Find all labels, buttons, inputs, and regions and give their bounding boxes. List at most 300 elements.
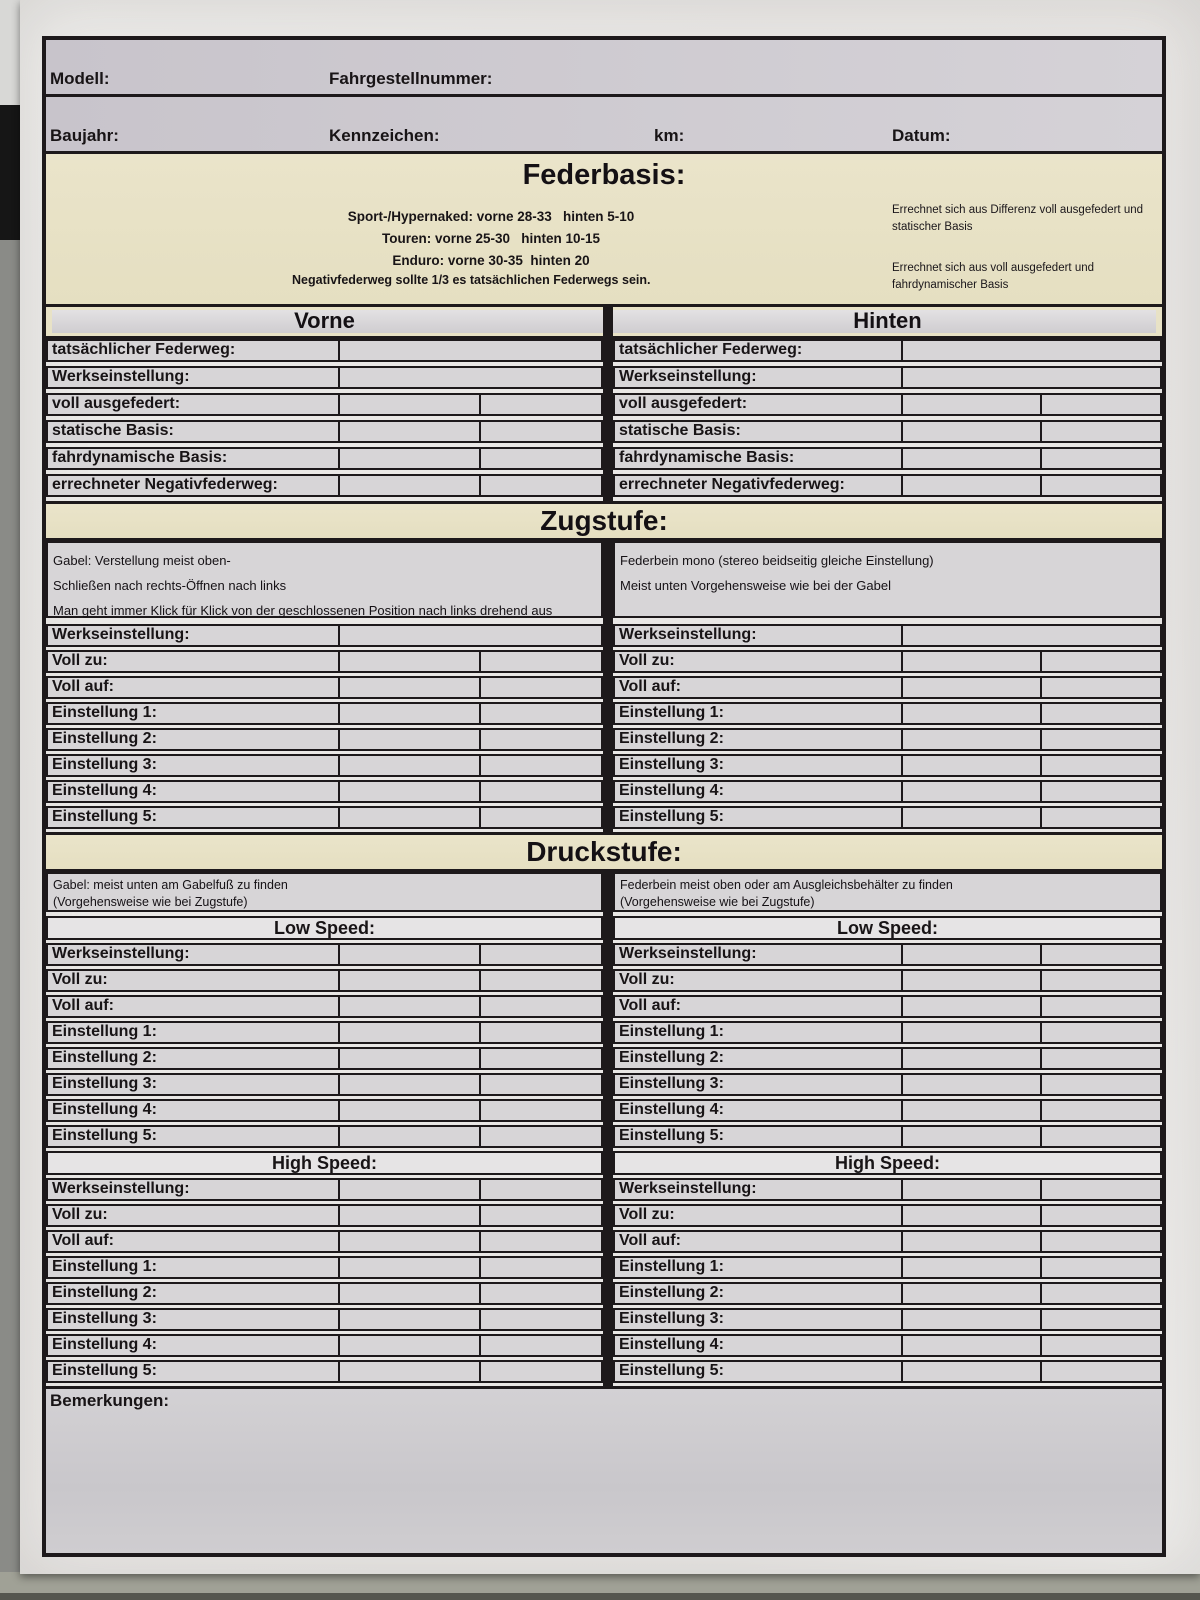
value-field[interactable] (901, 1127, 1040, 1146)
value-field[interactable] (1040, 782, 1160, 801)
value-field[interactable] (901, 756, 1040, 775)
value-field[interactable] (1040, 1258, 1160, 1277)
row-label: Einstellung 3: (52, 756, 157, 773)
value-field[interactable] (1040, 449, 1160, 468)
value-field[interactable] (901, 1284, 1040, 1303)
value-field[interactable] (1040, 1232, 1160, 1251)
zugstufe-vorne-rows (46, 624, 603, 832)
note-line: Man geht immer Klick für Klick von der geschlossenen Position nach links drehend aus (53, 603, 553, 618)
value-field[interactable] (901, 1206, 1040, 1225)
negativfederweg-note: Negativfederweg sollte 1/3 es tatsächlichen Federwegs sein. (292, 273, 651, 287)
row-label: Voll auf: (52, 1232, 114, 1249)
form-row (46, 1099, 603, 1122)
form-row (613, 943, 1162, 966)
value-field[interactable] (901, 341, 1160, 360)
form-row (46, 474, 603, 497)
form-row (613, 393, 1162, 416)
value-field[interactable] (479, 422, 601, 441)
value-field[interactable] (901, 1023, 1040, 1042)
row-label: errechneter Negativfederweg: (619, 476, 845, 493)
row-label: statische Basis: (52, 422, 174, 439)
value-field[interactable] (901, 449, 1040, 468)
row-label: Einstellung 5: (52, 1127, 157, 1144)
form-row (613, 650, 1162, 673)
zugstufe-banner (46, 501, 1162, 541)
value-field[interactable] (1040, 1206, 1160, 1225)
value-field[interactable] (479, 1336, 601, 1355)
header-row-model (46, 40, 1162, 97)
kennzeichen-label: Kennzeichen: (329, 126, 440, 145)
form-row (613, 474, 1162, 497)
value-field[interactable] (338, 476, 479, 495)
value-field[interactable] (901, 1362, 1040, 1381)
high-speed-vorne-rows (46, 1178, 603, 1383)
header-row-vehicle (46, 97, 1162, 154)
druckstufe-notes (46, 872, 1162, 916)
value-field[interactable] (338, 1232, 479, 1251)
value-field[interactable] (338, 808, 479, 827)
value-field[interactable] (479, 1101, 601, 1120)
row-label: Werkseinstellung: (619, 1180, 757, 1197)
value-field[interactable] (901, 704, 1040, 723)
row-label: Einstellung 4: (619, 1101, 724, 1118)
zugstufe-notes (46, 541, 1162, 624)
federbasis-guidelines (86, 206, 896, 272)
value-field[interactable] (479, 1284, 601, 1303)
note-line: Gabel: Verstellung meist oben- (53, 553, 231, 568)
value-field[interactable] (901, 422, 1040, 441)
form-row (613, 1334, 1162, 1357)
row-label: Voll auf: (619, 997, 681, 1014)
value-field[interactable] (338, 1310, 479, 1329)
value-field[interactable] (338, 1075, 479, 1094)
form-row (613, 754, 1162, 777)
row-label: Voll zu: (52, 971, 108, 988)
row-label: voll ausgefedert: (52, 395, 181, 412)
backdrop-surface (0, 240, 22, 1600)
value-field[interactable] (1040, 1362, 1160, 1381)
zugstufe-hinten-rows (613, 624, 1162, 832)
value-field[interactable] (479, 1362, 601, 1381)
form-row (46, 1073, 603, 1096)
value-field[interactable] (1040, 997, 1160, 1016)
form-row (46, 650, 603, 673)
row-label: Voll auf: (52, 678, 114, 695)
value-field[interactable] (901, 626, 1160, 645)
value-field[interactable] (1040, 971, 1160, 990)
form-row (613, 780, 1162, 803)
row-label: Einstellung 2: (52, 1049, 157, 1066)
form-row (613, 339, 1162, 362)
row-label: Werkseinstellung: (52, 368, 190, 385)
row-label: fahrdynamische Basis: (52, 449, 228, 466)
federbein-note (613, 541, 1162, 618)
value-field[interactable] (479, 1023, 601, 1042)
row-label: Einstellung 1: (52, 1258, 157, 1275)
row-label: Voll zu: (52, 652, 108, 669)
row-label: Einstellung 1: (52, 1023, 157, 1040)
row-label: Einstellung 4: (619, 782, 724, 799)
value-field[interactable] (338, 678, 479, 697)
value-field[interactable] (479, 704, 601, 723)
bemerkungen-field[interactable] (46, 1386, 1162, 1553)
value-field[interactable] (479, 1049, 601, 1068)
form-row (613, 366, 1162, 389)
value-field[interactable] (338, 368, 601, 387)
form-row (46, 420, 603, 443)
form-row (46, 702, 603, 725)
value-field[interactable] (1040, 808, 1160, 827)
form-row (613, 624, 1162, 647)
federbasis-section (46, 154, 1162, 307)
form-row (46, 780, 603, 803)
gabel-note (46, 872, 603, 912)
value-field[interactable] (901, 395, 1040, 414)
value-field[interactable] (1040, 1075, 1160, 1094)
row-label: voll ausgefedert: (619, 395, 748, 412)
value-field[interactable] (338, 1180, 479, 1199)
row-label: Einstellung 5: (619, 1127, 724, 1144)
value-field[interactable] (338, 971, 479, 990)
row-label: Einstellung 2: (619, 1284, 724, 1301)
value-field[interactable] (901, 808, 1040, 827)
row-label: Werkseinstellung: (619, 945, 757, 962)
value-field[interactable] (338, 1049, 479, 1068)
value-field[interactable] (479, 1075, 601, 1094)
value-field[interactable] (338, 997, 479, 1016)
federbasis-title: Federbasis: (522, 159, 686, 191)
value-field[interactable] (901, 971, 1040, 990)
note-line: Errechnet sich aus Differenz voll ausgefedert und statischer Basis (892, 204, 1144, 233)
form-row (46, 1047, 603, 1070)
zugstufe-rows-section (46, 624, 1162, 832)
form-row (46, 806, 603, 829)
form-row (46, 728, 603, 751)
value-field[interactable] (479, 1310, 601, 1329)
form-row (46, 1360, 603, 1383)
form-row (46, 943, 603, 966)
value-field[interactable] (479, 1258, 601, 1277)
row-label: Voll zu: (52, 1206, 108, 1223)
value-field[interactable] (1040, 704, 1160, 723)
vorne-measure-rows (46, 339, 603, 501)
baujahr-label: Baujahr: (50, 126, 119, 145)
note-line: Federbein mono (stereo beidseitig gleiche Einstellung) (620, 553, 934, 568)
value-field[interactable] (901, 368, 1160, 387)
vorne-title: Vorne (294, 308, 355, 333)
high-speed-header: High Speed: (46, 1151, 603, 1175)
value-field[interactable] (1040, 1310, 1160, 1329)
value-field[interactable] (1040, 422, 1160, 441)
row-label: Einstellung 1: (619, 704, 724, 721)
backdrop-dark-patch (0, 105, 22, 240)
form-row (46, 1204, 603, 1227)
row-label: Einstellung 1: (619, 1023, 724, 1040)
note-line: Errechnet sich aus voll ausgefedert und fahrdynamischer Basis (892, 262, 1095, 291)
value-field[interactable] (901, 1101, 1040, 1120)
value-field[interactable] (1040, 395, 1160, 414)
zugstufe-title: Zugstufe: (540, 505, 668, 536)
form-row (613, 969, 1162, 992)
value-field[interactable] (338, 1284, 479, 1303)
value-field[interactable] (338, 1258, 479, 1277)
value-field[interactable] (338, 782, 479, 801)
value-field[interactable] (901, 1075, 1040, 1094)
row-label: Einstellung 2: (619, 730, 724, 747)
value-field[interactable] (338, 1127, 479, 1146)
form-row (613, 1125, 1162, 1148)
form-row (613, 1230, 1162, 1253)
value-field[interactable] (479, 449, 601, 468)
value-field[interactable] (901, 1336, 1040, 1355)
value-field[interactable] (338, 704, 479, 723)
druckstufe-rows-section (46, 916, 1162, 1386)
value-field[interactable] (338, 1336, 479, 1355)
value-field[interactable] (1040, 730, 1160, 749)
low-speed-header: Low Speed: (46, 916, 603, 940)
row-label: Werkseinstellung: (52, 945, 190, 962)
row-label: statische Basis: (619, 422, 741, 439)
row-label: Einstellung 3: (52, 1310, 157, 1327)
form-row (46, 1308, 603, 1331)
value-field[interactable] (338, 422, 479, 441)
form-row (46, 624, 603, 647)
value-field[interactable] (901, 1180, 1040, 1199)
row-label: Einstellung 3: (52, 1075, 157, 1092)
row-label: Einstellung 5: (52, 1362, 157, 1379)
form-row (46, 754, 603, 777)
federbein-note (613, 872, 1162, 912)
row-label: Werkseinstellung: (52, 1180, 190, 1197)
value-field[interactable] (901, 1258, 1040, 1277)
value-field[interactable] (479, 1180, 601, 1199)
row-label: Voll zu: (619, 971, 675, 988)
row-label: Werkseinstellung: (52, 626, 190, 643)
row-label: Voll zu: (619, 652, 675, 669)
form-row (613, 702, 1162, 725)
value-field[interactable] (338, 449, 479, 468)
form-row (613, 676, 1162, 699)
value-field[interactable] (338, 1362, 479, 1381)
form-row (613, 420, 1162, 443)
km-label: km: (654, 126, 685, 145)
row-label: Einstellung 2: (52, 1284, 157, 1301)
form-row (46, 1021, 603, 1044)
federbasis-calc-notes (892, 202, 1160, 318)
value-field[interactable] (479, 945, 601, 964)
row-label: Einstellung 3: (619, 1075, 724, 1092)
form-row (46, 1178, 603, 1201)
value-field[interactable] (479, 652, 601, 671)
value-field[interactable] (338, 945, 479, 964)
value-field[interactable] (1040, 1023, 1160, 1042)
value-field[interactable] (338, 652, 479, 671)
value-field[interactable] (901, 678, 1040, 697)
row-label: Einstellung 2: (619, 1049, 724, 1066)
druckstufe-title: Druckstufe: (526, 836, 682, 867)
value-field[interactable] (479, 476, 601, 495)
value-field[interactable] (1040, 756, 1160, 775)
hinten-title: Hinten (853, 308, 922, 333)
value-field[interactable] (1040, 1049, 1160, 1068)
row-label: tatsächlicher Federweg: (52, 341, 236, 358)
form-row (613, 806, 1162, 829)
column-divider (603, 339, 613, 501)
row-label: Voll auf: (619, 678, 681, 695)
value-field[interactable] (479, 678, 601, 697)
value-field[interactable] (479, 1127, 601, 1146)
form-row (46, 1282, 603, 1305)
value-field[interactable] (1040, 1284, 1160, 1303)
form-row (613, 1360, 1162, 1383)
suspension-form-table (42, 36, 1166, 1557)
value-field[interactable] (1040, 1180, 1160, 1199)
value-field[interactable] (338, 395, 479, 414)
vorne-hinten-header (46, 307, 1162, 339)
row-label: Voll auf: (52, 997, 114, 1014)
row-label: Einstellung 5: (52, 808, 157, 825)
backdrop-shadow-edge (0, 1593, 1200, 1600)
value-field[interactable] (479, 1232, 601, 1251)
note-line: Sport-/Hypernaked: vorne 28-33 hinten 5-10 (347, 209, 635, 224)
form-row (613, 447, 1162, 470)
value-field[interactable] (338, 1101, 479, 1120)
row-label: Einstellung 1: (52, 704, 157, 721)
value-field[interactable] (479, 971, 601, 990)
form-row (46, 1125, 603, 1148)
value-field[interactable] (479, 756, 601, 775)
form-row (46, 447, 603, 470)
row-label: Einstellung 4: (52, 782, 157, 799)
hinten-measure-rows (613, 339, 1162, 501)
value-field[interactable] (901, 1049, 1040, 1068)
value-field[interactable] (479, 808, 601, 827)
row-label: Einstellung 1: (619, 1258, 724, 1275)
row-label: Voll auf: (619, 1232, 681, 1249)
row-label: Einstellung 2: (52, 730, 157, 747)
note-line: Meist unten Vorgehensweise wie bei der Gabel (620, 578, 891, 593)
value-field[interactable] (338, 626, 601, 645)
value-field[interactable] (1040, 945, 1160, 964)
form-row (613, 1021, 1162, 1044)
value-field[interactable] (901, 1232, 1040, 1251)
note-line: Touren: vorne 25-30 hinten 10-15 (381, 231, 601, 246)
value-field[interactable] (1040, 652, 1160, 671)
form-row (46, 339, 603, 362)
value-field[interactable] (338, 1206, 479, 1225)
value-field[interactable] (901, 730, 1040, 749)
value-field[interactable] (901, 476, 1040, 495)
note-line: Federbein meist oben oder am Ausgleichsbehälter zu finden (620, 878, 953, 892)
form-row (46, 1230, 603, 1253)
form-row (613, 728, 1162, 751)
row-label: Einstellung 5: (619, 1362, 724, 1379)
column-divider (603, 307, 613, 336)
row-label: Werkseinstellung: (619, 368, 757, 385)
value-field[interactable] (1040, 1336, 1160, 1355)
form-row (613, 1282, 1162, 1305)
column-divider (603, 541, 613, 624)
value-field[interactable] (479, 730, 601, 749)
form-row (613, 1099, 1162, 1122)
value-field[interactable] (338, 730, 479, 749)
value-field[interactable] (479, 1206, 601, 1225)
value-field[interactable] (338, 341, 601, 360)
row-label: errechneter Negativfederweg: (52, 476, 278, 493)
value-field[interactable] (901, 1310, 1040, 1329)
value-field[interactable] (901, 782, 1040, 801)
row-label: fahrdynamische Basis: (619, 449, 795, 466)
note-line: (Vorgehensweise wie bei Zugstufe) (620, 895, 815, 909)
note-line: Gabel: meist unten am Gabelfuß zu finden (53, 878, 288, 892)
value-field[interactable] (338, 756, 479, 775)
bemerkungen-label: Bemerkungen: (50, 1391, 170, 1410)
value-field[interactable] (901, 652, 1040, 671)
form-row (46, 366, 603, 389)
low-speed-vorne-rows (46, 943, 603, 1148)
form-row (46, 995, 603, 1018)
row-label: Voll zu: (619, 1206, 675, 1223)
backdrop-paper-edge (0, 0, 22, 105)
value-field[interactable] (1040, 476, 1160, 495)
value-field[interactable] (1040, 1101, 1160, 1120)
form-row (613, 995, 1162, 1018)
form-row (613, 1308, 1162, 1331)
value-field[interactable] (1040, 1127, 1160, 1146)
row-label: Einstellung 4: (619, 1336, 724, 1353)
fahrgestellnummer-label: Fahrgestellnummer: (329, 69, 493, 88)
value-field[interactable] (901, 997, 1040, 1016)
druckstufe-banner (46, 832, 1162, 872)
note-line: (Vorgehensweise wie bei Zugstufe) (53, 895, 248, 909)
high-speed-header: High Speed: (613, 1151, 1162, 1175)
value-field[interactable] (901, 945, 1040, 964)
row-label: Einstellung 3: (619, 756, 724, 773)
column-divider (603, 872, 613, 916)
form-row (46, 393, 603, 416)
row-label: Einstellung 4: (52, 1101, 157, 1118)
form-row (613, 1047, 1162, 1070)
low-speed-header: Low Speed: (613, 916, 1162, 940)
value-field[interactable] (479, 782, 601, 801)
form-row (46, 1334, 603, 1357)
note-line: Schließen nach rechts-Öffnen nach links (53, 578, 287, 593)
row-label: Werkseinstellung: (619, 626, 757, 643)
value-field[interactable] (479, 997, 601, 1016)
form-row (46, 676, 603, 699)
datum-label: Datum: (892, 126, 951, 145)
value-field[interactable] (338, 1023, 479, 1042)
column-divider (603, 624, 613, 832)
note-line: Enduro: vorne 30-35 hinten 20 (392, 253, 590, 268)
low-speed-hinten-rows (613, 943, 1162, 1148)
value-field[interactable] (1040, 678, 1160, 697)
form-row (613, 1256, 1162, 1279)
form-row (46, 969, 603, 992)
form-row (613, 1178, 1162, 1201)
row-label: Einstellung 3: (619, 1310, 724, 1327)
value-field[interactable] (479, 395, 601, 414)
row-label: Einstellung 5: (619, 808, 724, 825)
federweg-measure-section (46, 339, 1162, 501)
modell-label: Modell: (50, 69, 110, 88)
form-row (613, 1073, 1162, 1096)
row-label: Einstellung 4: (52, 1336, 157, 1353)
form-row (613, 1204, 1162, 1227)
form-row (46, 1256, 603, 1279)
form-paper (20, 0, 1200, 1574)
high-speed-hinten-rows (613, 1178, 1162, 1383)
